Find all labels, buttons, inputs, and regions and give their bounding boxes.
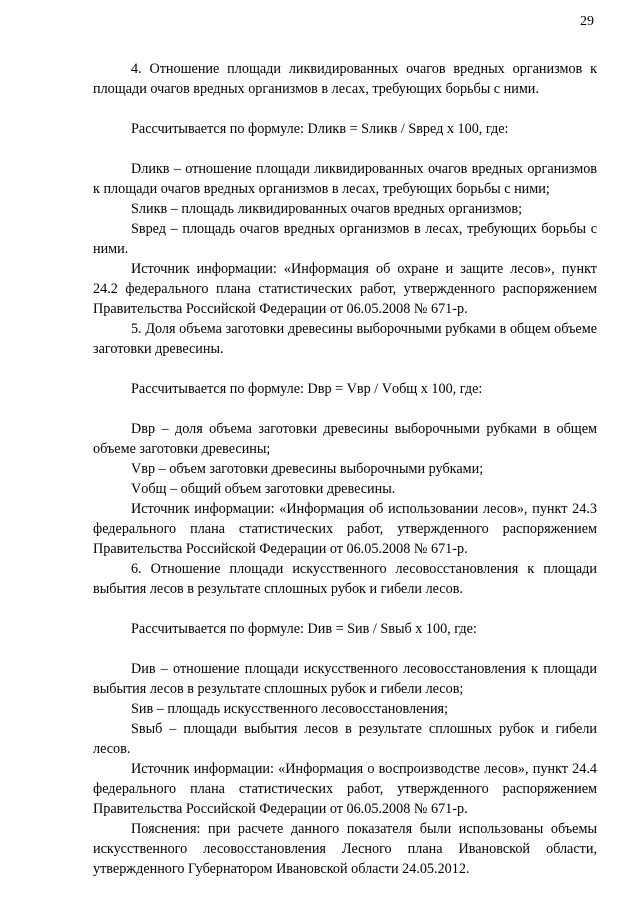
document-body (93, 59, 597, 879)
section-6-formula: Рассчитывается по формуле: Dив = Sив / Sвыб x 100, где: (131, 621, 477, 637)
section-5-heading: 5. Доля объема заготовки древесины выборочными рубками в общем объеме заготовки древесины. (93, 321, 597, 357)
section-6-heading: 6. Отношение площади искусственного лесовосстановления к площади выбытия лесов в результате сплошных рубок и гибели лесов. (93, 561, 597, 597)
section-6-note: Пояснения: при расчете данного показателя были использованы объемы искусственного лесовосстановления Лесного плана Ивановской области, утвержденного Губернатором Ивановской области 24.05.2012. (93, 821, 597, 877)
section-5-definition-2: Vвр – объем заготовки древесины выборочными рубками; (131, 461, 484, 477)
spacer (93, 399, 597, 419)
section-4-definition-2: Sликв – площадь ликвидированных очагов вредных организмов; (131, 201, 523, 217)
spacer (93, 139, 597, 159)
section-5-formula: Рассчитывается по формуле: Dвр = Vвр / Vобщ x 100, где: (131, 381, 483, 397)
spacer (93, 99, 597, 119)
spacer (93, 359, 597, 379)
page-number: 29 (580, 14, 594, 29)
section-4-heading: 4. Отношение площади ликвидированных очагов вредных организмов к площади очагов вредных организмов в лесах, требующих борьбы с ними. (93, 61, 597, 97)
section-6-source: Источник информации: «Информация о воспроизводстве лесов», пункт 24.4 федерального плана статистических работ, утвержденного распоряжением Правительства Российской Федерации от 06.05.2008 № 671-р. (93, 761, 597, 817)
spacer (93, 639, 597, 659)
section-5-source: Источник информации: «Информация об использовании лесов», пункт 24.3 федерального плана статистических работ, утвержденного распоряжением Правительства Российской Федерации от 06.05.2008 № 671-р. (93, 501, 597, 557)
section-4-definition-1: Dликв – отношение площади ликвидированных очагов вредных организмов к площади очагов вредных организмов в лесах, требующих борьбы с ними; (93, 161, 597, 197)
section-4-definition-3: Sвред – площадь очагов вредных организмов в лесах, требующих борьбы с ними. (93, 221, 597, 257)
spacer (93, 599, 597, 619)
section-6-definition-2: Sив – площадь искусственного лесовосстановления; (131, 701, 449, 717)
section-4-source: Источник информации: «Информация об охране и защите лесов», пункт 24.2 федерального плана статистических работ, утвержденного распоряжением Правительства Российской Федерации от 06.05.2008 № 671-р. (93, 261, 597, 317)
section-6-definition-1: Dив – отношение площади искусственного лесовосстановления к площади выбытия лесов в результате сплошных рубок и гибели лесов; (93, 661, 597, 697)
section-5-definition-1: Dвр – доля объема заготовки древесины выборочными рубками в общем объеме заготовки древесины; (93, 421, 597, 457)
section-6-definition-3: Sвыб – площади выбытия лесов в результате сплошных рубок и гибели лесов. (93, 721, 597, 757)
section-4-formula: Рассчитывается по формуле: Dликв = Sликв / Sвред x 100, где: (131, 121, 509, 137)
section-5-definition-3: Vобщ – общий объем заготовки древесины. (131, 481, 396, 497)
